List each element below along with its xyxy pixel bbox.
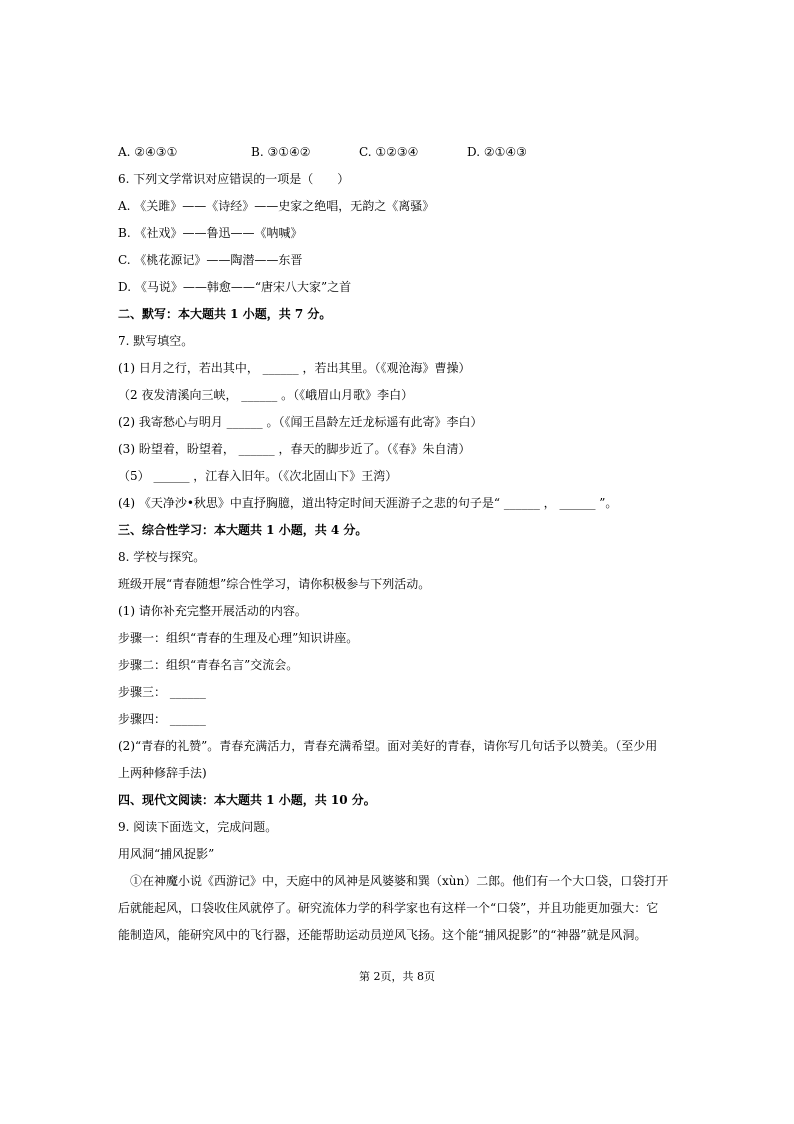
passage-title: 用风洞“捕风捉影” <box>118 847 215 861</box>
q7-item-2: （2 夜发清溪向三峡， ______ 。（《峨眉山月歌》李白） <box>118 388 414 402</box>
passage-para1-line1: ①在神魔小说《西游记》中，天庭中的风神是风婆婆和巽（xùn）二郎。他们有一个大口袋，口袋打开 <box>130 874 669 888</box>
section2-heading: 二、默写：本大题共 1 小题，共 7 分。 <box>118 307 332 321</box>
q7-item-1: (1) 日月之行，若出其中， ______ ，若出其里。（《观沧海》曹操） <box>118 361 471 375</box>
q5-option-b: B. ③①④② <box>251 145 311 159</box>
q5-option-c: C. ①②③④ <box>359 145 419 159</box>
q8-intro: 班级开展“青春随想”综合性学习，请你积极参与下列活动。 <box>118 577 431 591</box>
q7-item-6: (4) 《天净沙•秋思》中直抒胸臆，道出特定时间天涯游子之悲的句子是“ ______ ， ______ ”。 <box>118 496 618 510</box>
q8-sub1: (1) 请你补充完整开展活动的内容。 <box>118 604 307 618</box>
section3-heading: 三、综合性学习：本大题共 1 小题，共 4 分。 <box>118 523 368 537</box>
q8-stem: 8. 学校与探究。 <box>118 550 206 564</box>
q8-sub2-line2: 上两种修辞手法) <box>118 766 207 780</box>
q7-stem: 7. 默写填空。 <box>118 334 194 348</box>
q6-option-c: C. 《桃花源记》——陶潜——东晋 <box>118 253 303 267</box>
q8-step3: 步骤三： ______ <box>118 685 206 699</box>
q9-stem: 9. 阅读下面选文，完成问题。 <box>118 820 278 834</box>
section4-heading: 四、现代文阅读：本大题共 1 小题，共 10 分。 <box>118 793 376 807</box>
passage-para1-line3: 能制造风，能研究风中的飞行器，还能帮助运动员逆风飞扬。这个能“捕风捉影”的“神器”就是风洞。 <box>118 928 647 942</box>
q6-stem: 6. 下列文学常识对应错误的一项是（ ） <box>118 172 350 186</box>
q8-step1: 步骤一：组织“青春的生理及心理”知识讲座。 <box>118 631 359 645</box>
q6-option-b: B. 《社戏》——鲁迅——《呐喊》 <box>118 226 303 240</box>
q7-item-3: (2) 我寄愁心与明月 ______ 。（《闻王昌龄左迁龙标遥有此寄》李白） <box>118 415 483 429</box>
q7-item-5: （5） ______ ，江春入旧年。（《次北固山下》王湾） <box>118 469 398 483</box>
q8-step2: 步骤二：组织“青春名言”交流会。 <box>118 658 299 672</box>
q5-option-d: D. ②①④③ <box>467 145 527 159</box>
page-footer: 第 2页，共 8页 <box>359 970 435 983</box>
q8-sub2-line1: (2)“青春的礼赞”。青春充满活力，青春充满希望。面对美好的青春，请你写几句话予以赞美。（至少用 <box>118 739 658 753</box>
q7-item-4: (3) 盼望着，盼望着， ______ ，春天的脚步近了。（《春》朱自清） <box>118 442 471 456</box>
q6-option-d: D. 《马说》——韩愈——“唐宋八大家”之首 <box>118 280 352 294</box>
q8-step4: 步骤四： ______ <box>118 712 206 726</box>
q5-option-a: A. ②④③① <box>118 145 178 159</box>
q6-option-a: A. 《关雎》——《诗经》——史家之绝唱，无韵之《离骚》 <box>118 199 435 213</box>
passage-para1-line2: 后就能起风，口袋收住风就停了。研究流体力学的科学家也有这样一个“口袋”，并且功能更加强大：它 <box>118 901 659 915</box>
